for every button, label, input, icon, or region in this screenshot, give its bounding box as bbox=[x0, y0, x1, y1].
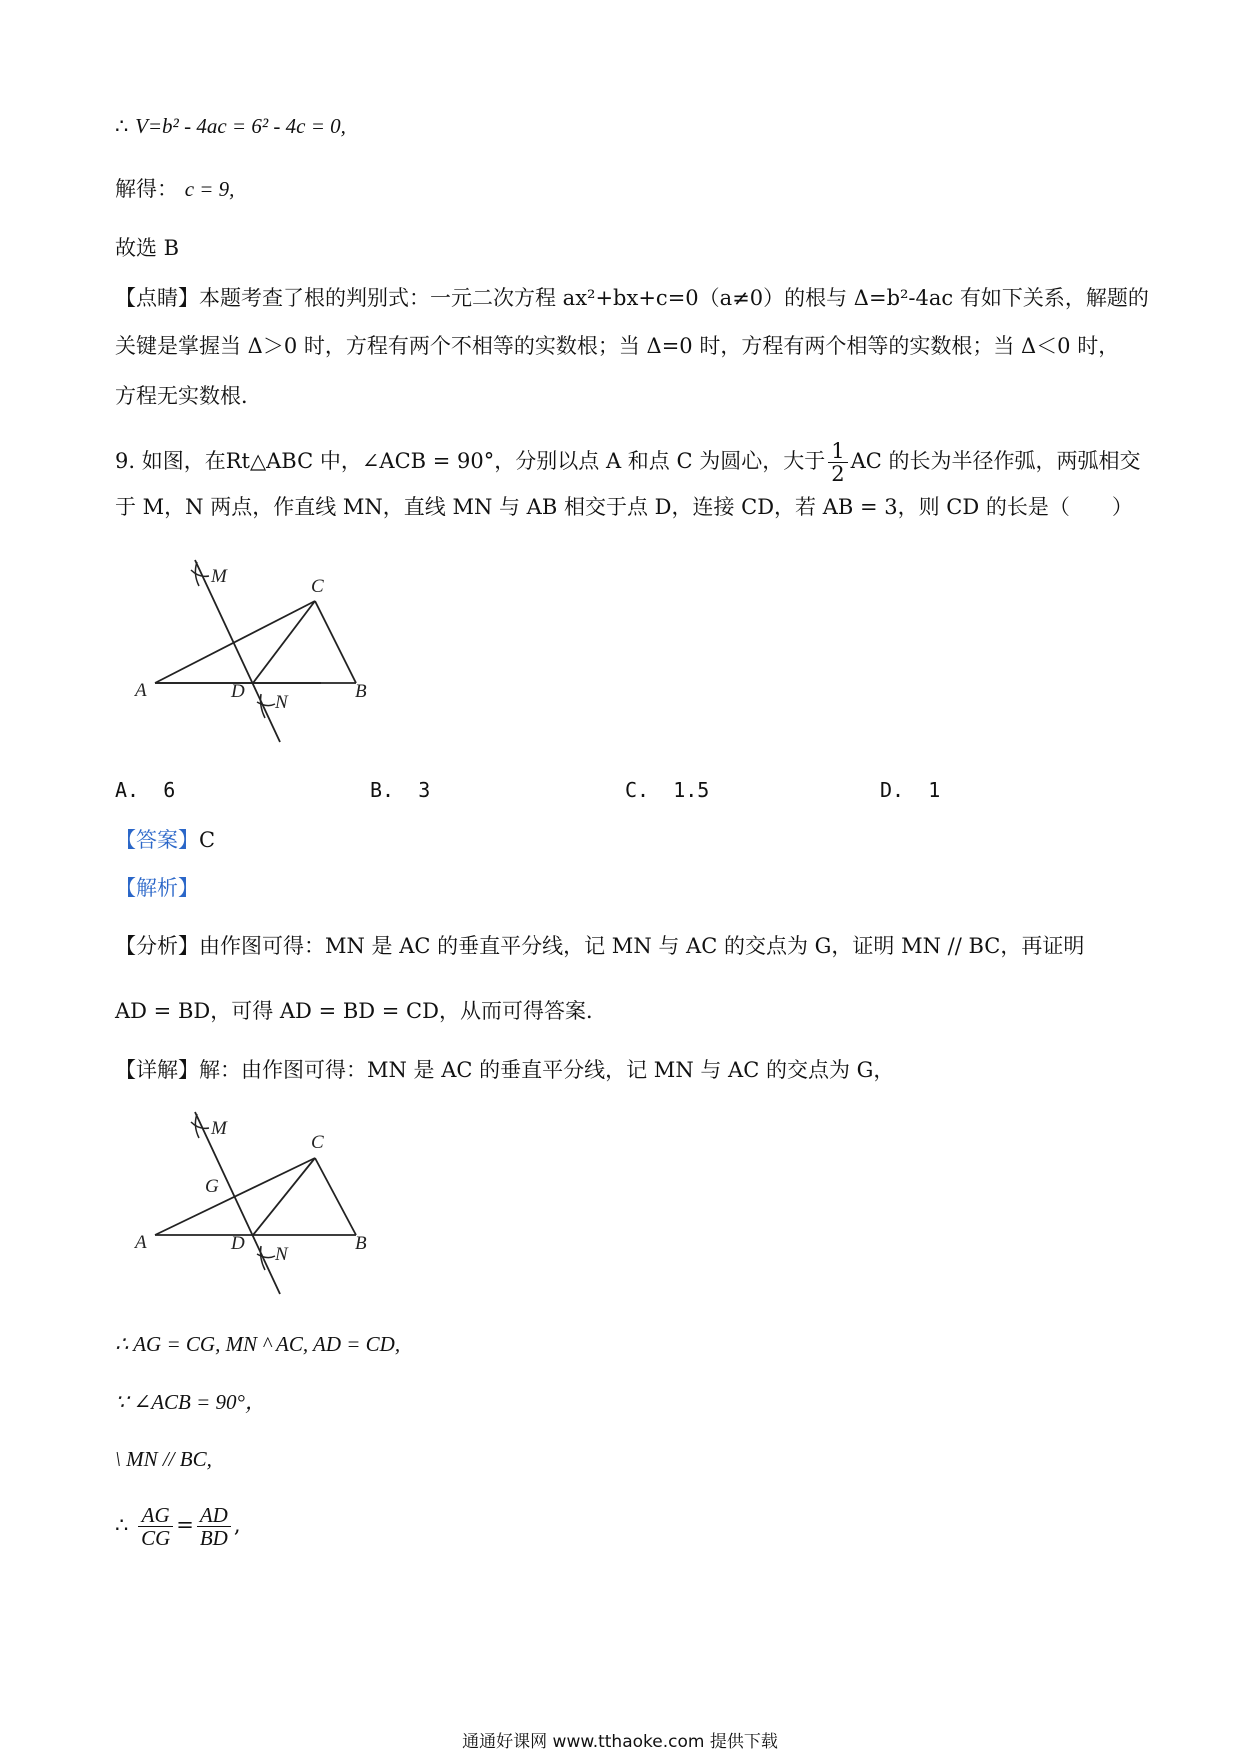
label-g: G bbox=[205, 1176, 219, 1197]
ratio-numerator-2: AD bbox=[197, 1504, 231, 1527]
dianjing-line-1 bbox=[115, 284, 1149, 312]
triangle-figure-2 bbox=[125, 1108, 385, 1304]
segment-cd bbox=[253, 1158, 315, 1235]
step-2: ∵ ∠ACB = 90°， bbox=[115, 1390, 266, 1414]
dianjing-text-1: 本题考查了根的判别式：一元二次方程 ax²+bx+c=0（a≠0）的根与 Δ=b²-4ac 有如下关系，解题的 bbox=[199, 286, 1149, 310]
ratio-ag-cg bbox=[138, 1504, 173, 1549]
therefore-symbol: ∴ bbox=[115, 1513, 129, 1537]
arc-n bbox=[257, 1254, 275, 1258]
label-a: A bbox=[135, 680, 147, 701]
step-4 bbox=[115, 1492, 241, 1558]
label-c: C bbox=[311, 1132, 324, 1153]
side-bc bbox=[315, 601, 356, 683]
answer-label: 【答案】 bbox=[115, 828, 199, 852]
ratio-denominator-2: BD bbox=[199, 1526, 228, 1550]
xiangjie-text-1: 解：由作图可得：MN 是 AC 的垂直平分线，记 MN 与 AC 的交点为 G， bbox=[199, 1058, 895, 1082]
solution-value: c = 9, bbox=[184, 177, 235, 201]
line-mn bbox=[195, 1112, 280, 1294]
label-b: B bbox=[355, 1233, 367, 1254]
label-n: N bbox=[275, 1244, 288, 1265]
option-b: B. 3 bbox=[370, 778, 431, 802]
question-9-line-1 bbox=[115, 431, 1141, 491]
xiangjie-line-1 bbox=[115, 1056, 894, 1084]
page-footer: 通通好课网 www.tthaoke.com 提供下载 bbox=[462, 1732, 778, 1752]
question-9-line-2: 于 M，N 两点，作直线 MN，直线 MN 与 AB 相交于点 D，连接 CD，若 AB = 3，则 CD 的长是（ ） bbox=[115, 495, 1133, 519]
option-a: A. 6 bbox=[115, 778, 176, 802]
comma: , bbox=[233, 1513, 241, 1537]
jiexi-label: 【解析】 bbox=[115, 876, 199, 900]
half-fraction bbox=[828, 440, 847, 485]
arc-n bbox=[257, 702, 275, 706]
segment-cd bbox=[253, 601, 315, 683]
equals-sign: = bbox=[176, 1513, 194, 1537]
choice-line: 故选 B bbox=[115, 236, 180, 260]
option-c: C. 1.5 bbox=[625, 778, 710, 802]
fraction-denominator: 2 bbox=[831, 462, 845, 486]
dianjing-line-2: 关键是掌握当 Δ＞0 时，方程有两个不相等的实数根；当 Δ=0 时，方程有两个相等的实数根；当 Δ＜0 时， bbox=[115, 334, 1120, 358]
step-1: ∴ AG = CG, MN ^ AC, AD = CD, bbox=[115, 1332, 401, 1356]
side-ac bbox=[155, 601, 315, 683]
label-d: D bbox=[231, 681, 245, 702]
side-bc bbox=[315, 1158, 356, 1235]
label-n: N bbox=[275, 692, 288, 713]
solution-line bbox=[115, 175, 234, 203]
discriminant-equation bbox=[115, 112, 346, 140]
dianjing-line-3: 方程无实数根． bbox=[115, 384, 262, 408]
jiexi-line bbox=[115, 874, 199, 902]
dianjing-label: 【点睛】 bbox=[115, 286, 199, 310]
equation-text: V=b² - 4ac = 6² - 4c = 0, bbox=[135, 114, 346, 138]
label-m: M bbox=[211, 1118, 227, 1139]
question-9-text-b: AC 的长为半径作弧，两弧相交 bbox=[850, 449, 1141, 473]
label-c: C bbox=[311, 576, 324, 597]
option-d: D. 1 bbox=[880, 778, 941, 802]
fenxi-line-2: AD = BD，可得 AD = BD = CD，从而可得答案． bbox=[115, 999, 607, 1023]
step-3: \ MN // BC, bbox=[115, 1447, 212, 1471]
solution-label: 解得： bbox=[115, 177, 178, 201]
side-ac bbox=[155, 1158, 315, 1235]
xiangjie-label: 【详解】 bbox=[115, 1058, 199, 1082]
ratio-denominator-1: CG bbox=[141, 1526, 171, 1550]
ratio-numerator-1: AG bbox=[138, 1504, 173, 1527]
fenxi-text-1: 由作图可得：MN 是 AC 的垂直平分线，记 MN 与 AC 的交点为 G，证明 MN // BC，再证明 bbox=[199, 934, 1085, 958]
label-d: D bbox=[231, 1233, 245, 1254]
label-b: B bbox=[355, 681, 367, 702]
therefore-symbol: ∴ bbox=[115, 114, 129, 138]
fenxi-label: 【分析】 bbox=[115, 934, 199, 958]
question-9-text-a: 9. 如图，在Rt△ABC 中，∠ACB = 90°，分别以点 A 和点 C 为圆心，大于 bbox=[115, 449, 826, 473]
answer-value: C bbox=[199, 828, 216, 852]
label-a: A bbox=[135, 1232, 147, 1253]
line-mn bbox=[195, 560, 280, 742]
fenxi-line-1 bbox=[115, 932, 1084, 960]
answer-line bbox=[115, 826, 215, 854]
label-m: M bbox=[211, 566, 227, 587]
triangle-figure-1 bbox=[125, 552, 385, 748]
ratio-ad-bd bbox=[197, 1504, 231, 1549]
fraction-numerator: 1 bbox=[828, 440, 847, 463]
